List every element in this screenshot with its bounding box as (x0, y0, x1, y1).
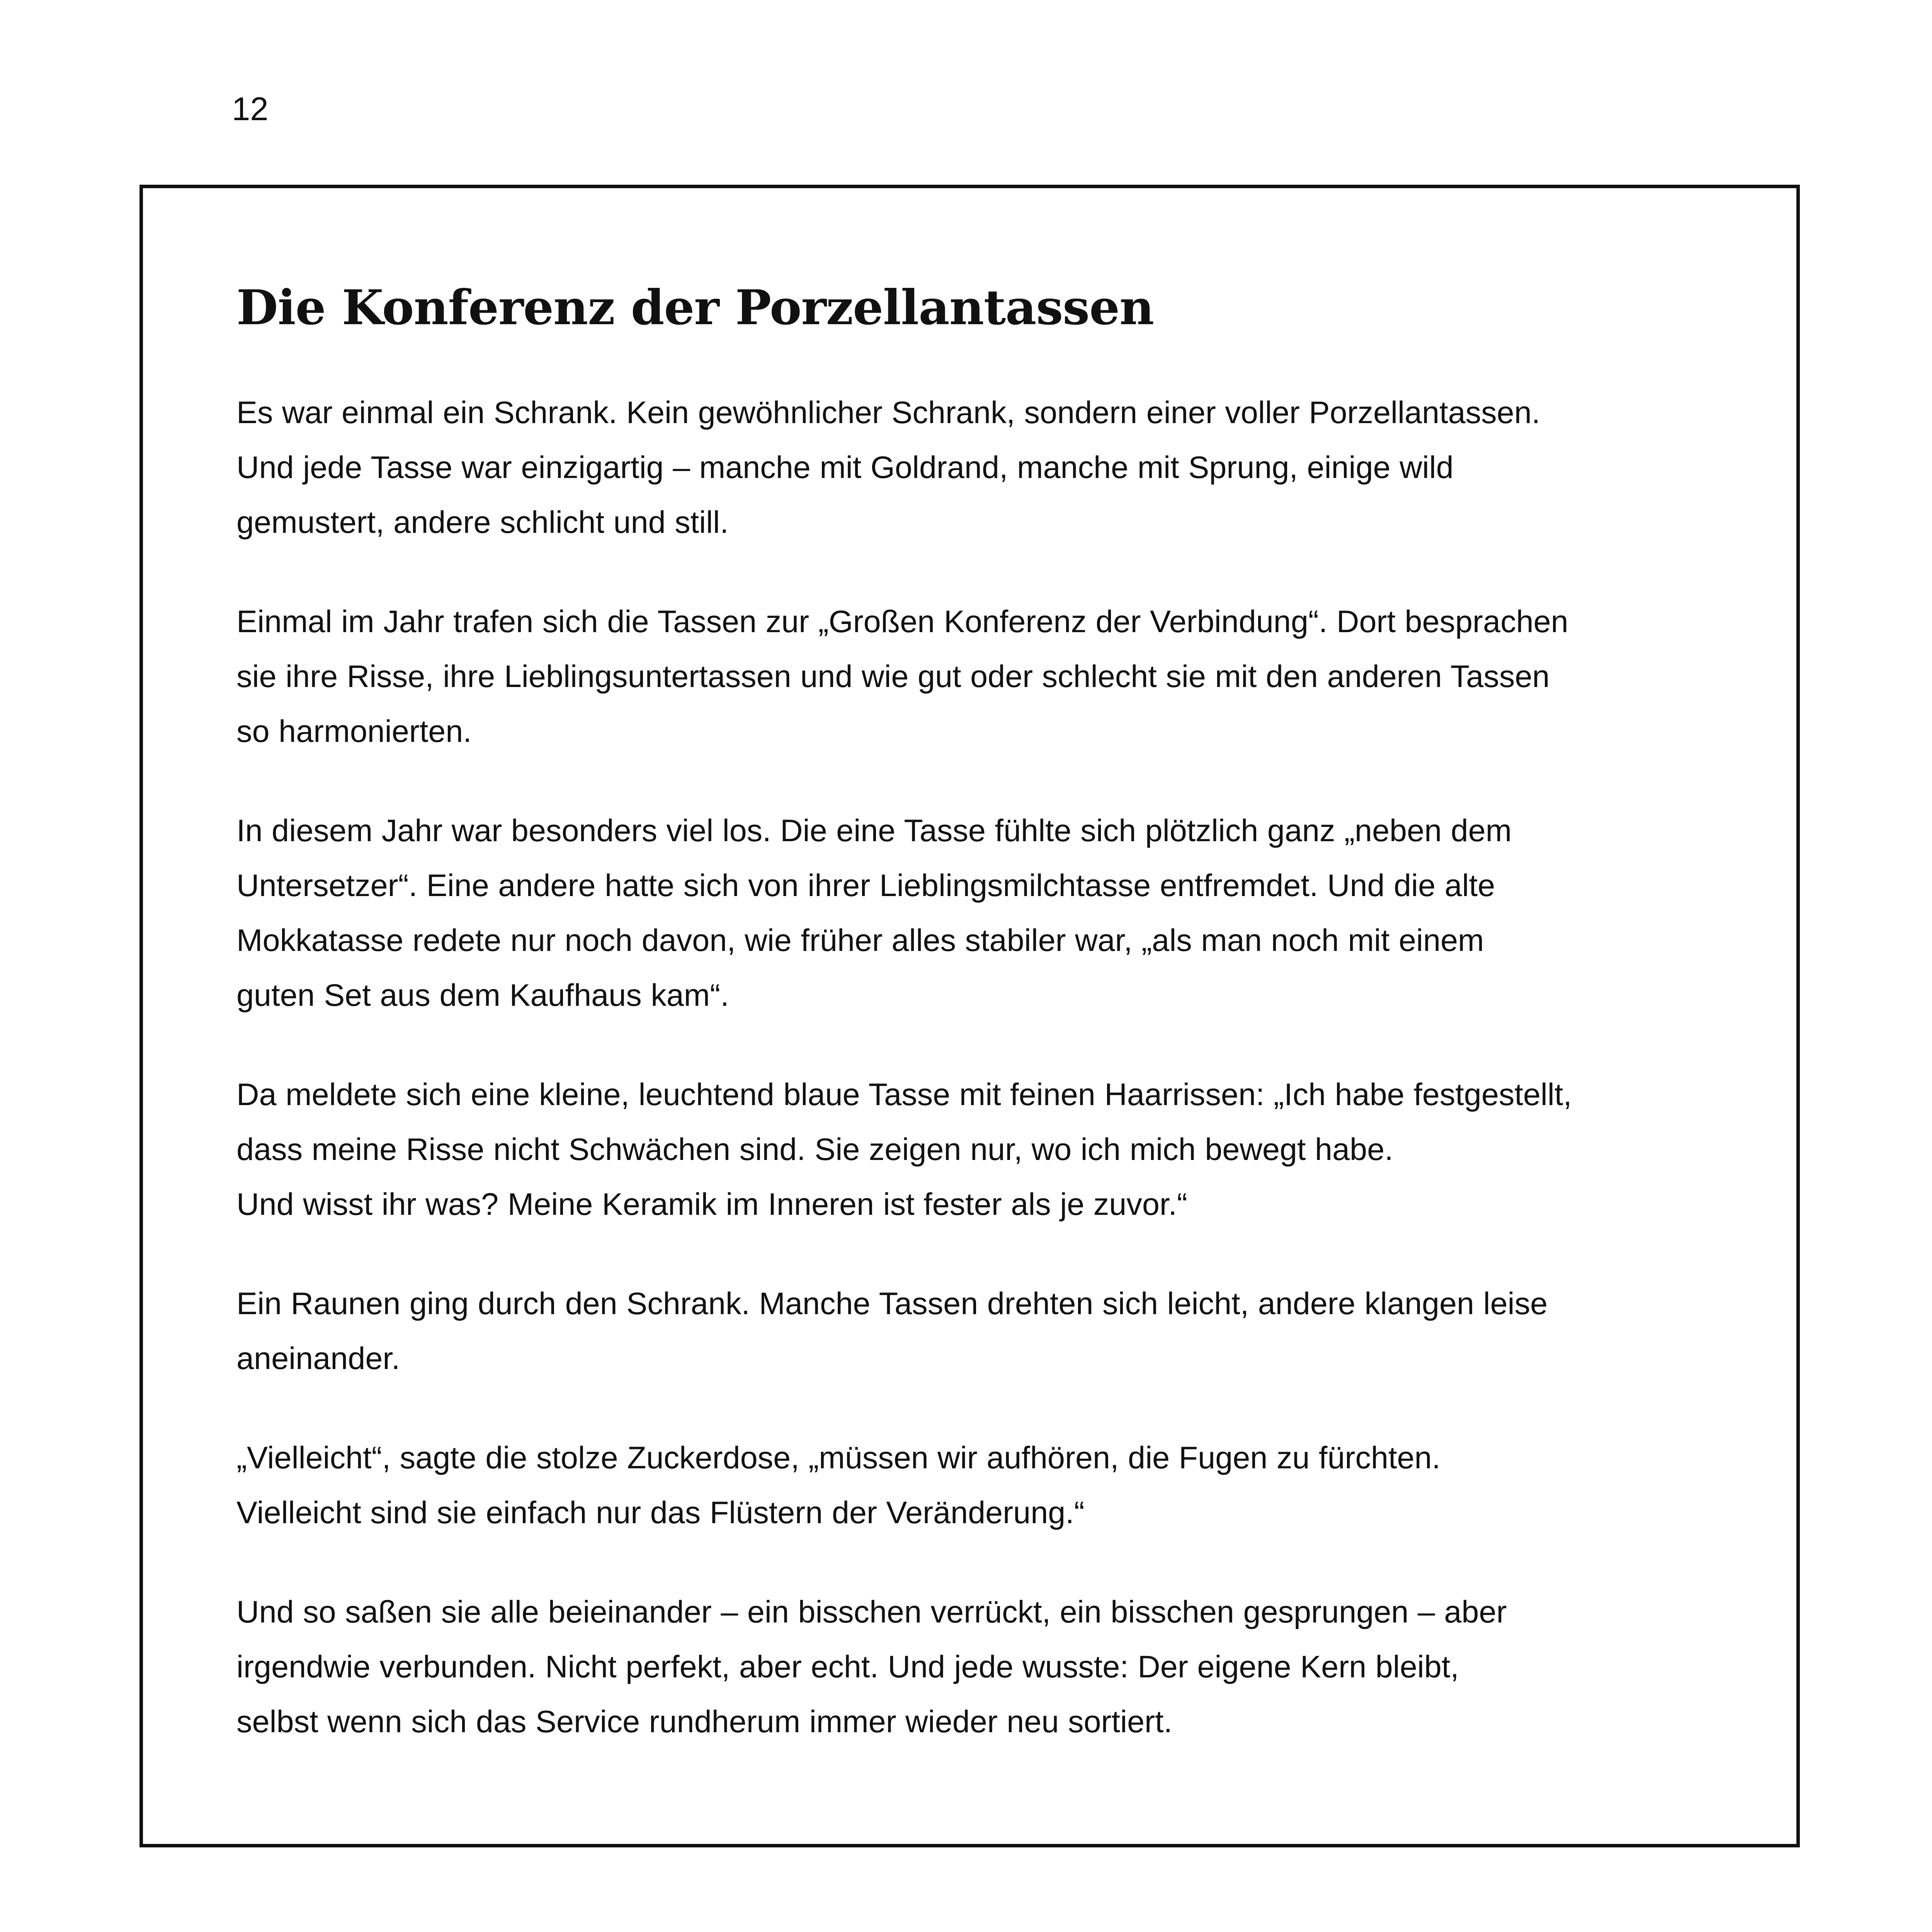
paragraph-6 (236, 1430, 1767, 1540)
paragraph-line: aneinander. (236, 1341, 400, 1376)
paragraph-3 (236, 803, 1767, 1023)
paragraph-2 (236, 594, 1767, 759)
story-box (139, 185, 1800, 1847)
paragraph-line: dass meine Risse nicht Schwächen sind. Sie zeigen nur, wo ich mich bewegt habe. (236, 1132, 1393, 1167)
paragraph-line: Und so saßen sie alle beieinander – ein bisschen verrückt, ein bisschen gesprungen – aber (236, 1595, 1507, 1630)
paragraph-line: Und jede Tasse war einzigartig – manche mit Goldrand, manche mit Sprung, einige wild (236, 450, 1454, 485)
story-content (236, 280, 1767, 1794)
paragraph-7 (236, 1585, 1767, 1749)
paragraph-line: Da meldete sich eine kleine, leuchtend blaue Tasse mit feinen Haarrissen: „Ich habe festgestellt, (236, 1077, 1572, 1112)
paragraph-line: sie ihre Risse, ihre Lieblingsuntertassen und wie gut oder schlecht sie mit den anderen Tassen (236, 659, 1550, 694)
paragraph-line: irgendwie verbunden. Nicht perfekt, aber echt. Und jede wusste: Der eigene Kern bleibt, (236, 1650, 1459, 1685)
paragraph-line: In diesem Jahr war besonders viel los. Die eine Tasse fühlte sich plötzlich ganz „neben dem (236, 813, 1512, 849)
paragraph-line: Und wisst ihr was? Meine Keramik im Inneren ist fester als je zuvor.“ (236, 1187, 1187, 1222)
story-title: Die Konferenz der Porzellantassen (236, 280, 1154, 336)
paragraph-line: so harmonierten. (236, 714, 472, 749)
page-number: 12 (232, 91, 269, 128)
paragraph-line: Ein Raunen ging durch den Schrank. Manche Tassen drehten sich leicht, andere klangen leise (236, 1286, 1548, 1321)
paragraph-line: „Vielleicht“, sagte die stolze Zuckerdose, „müssen wir aufhören, die Fugen zu fürchten. (236, 1440, 1441, 1476)
paragraph-line: Mokkatasse redete nur noch davon, wie früher alles stabiler war, „als man noch mit einem (236, 923, 1484, 958)
paragraph-line: Untersetzer“. Eine andere hatte sich von ihrer Lieblingsmilchtasse entfremdet. Und die alte (236, 868, 1495, 903)
paragraph-5 (236, 1276, 1767, 1386)
paragraph-line: gemustert, andere schlicht und still. (236, 505, 729, 540)
paragraph-line: Es war einmal ein Schrank. Kein gewöhnlicher Schrank, sondern einer voller Porzellantassen. (236, 395, 1541, 430)
paragraph-line: Einmal im Jahr trafen sich die Tassen zur „Großen Konferenz der Verbindung“. Dort besprachen (236, 604, 1568, 639)
paragraph-1 (236, 385, 1767, 550)
paragraph-line: guten Set aus dem Kaufhaus kam“. (236, 978, 729, 1013)
paragraph-line: Vielleicht sind sie einfach nur das Flüstern der Veränderung.“ (236, 1495, 1085, 1531)
paragraph-4 (236, 1067, 1767, 1232)
paragraph-line: selbst wenn sich das Service rundherum immer wieder neu sortiert. (236, 1704, 1172, 1740)
